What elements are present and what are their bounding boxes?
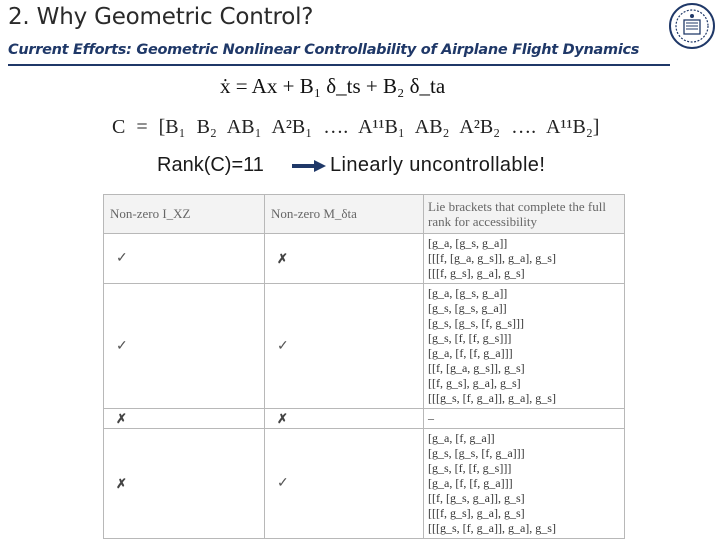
lie-bracket-item: [[[g_s, [f, g_a]], g_a], g_s] bbox=[428, 521, 556, 535]
state-equation: ẋ = Ax + B₁ δ_ts + B₂ δ_ta bbox=[220, 74, 446, 98]
cell-ixz: ✓ bbox=[104, 284, 265, 409]
conclusion-text: Linearly uncontrollable! bbox=[330, 154, 546, 176]
table-row bbox=[104, 409, 625, 429]
title-underline bbox=[8, 64, 670, 66]
table-row bbox=[104, 234, 625, 284]
lie-bracket-item: [[[g_s, [f, g_a]], g_a], g_s] bbox=[428, 391, 556, 405]
lie-bracket-item: [g_a, [f, [f, g_a]]] bbox=[428, 346, 513, 360]
lie-bracket-item: [[f, [g_s, g_a]], g_s] bbox=[428, 491, 525, 505]
lie-bracket-item: [g_s, [f, [f, g_s]]] bbox=[428, 461, 512, 475]
university-seal-icon bbox=[668, 2, 716, 50]
rank-label: Rank(C)=11 bbox=[157, 154, 264, 176]
table-row bbox=[104, 284, 625, 409]
controllability-matrix-equation: C = [B₁ B₂ AB₁ A²B₁ …. A¹¹B₁ AB₂ A²B₂ …. A¹¹B₂] bbox=[112, 116, 600, 138]
lie-bracket-table bbox=[103, 194, 625, 539]
lie-bracket-item: [g_s, [g_s, [f, g_s]]] bbox=[428, 316, 524, 330]
cell-lie-brackets bbox=[424, 409, 625, 429]
lie-bracket-item: [g_a, [f, g_a]] bbox=[428, 431, 495, 445]
header-mdelta: Non-zero M_δta bbox=[265, 195, 424, 234]
lie-bracket-item: [[f, [g_a, g_s]], g_s] bbox=[428, 361, 525, 375]
lie-bracket-item: [[[f, g_s], g_a], g_s] bbox=[428, 506, 525, 520]
cell-mdelta: ✓ bbox=[265, 284, 424, 409]
lie-bracket-item: [[[f, g_s], g_a], g_s] bbox=[428, 266, 525, 280]
lie-bracket-item: [g_s, [g_s, [f, g_a]]] bbox=[428, 446, 525, 460]
lie-bracket-item: [g_a, [g_s, g_a]] bbox=[428, 286, 508, 300]
cell-mdelta: ✗ bbox=[265, 234, 424, 284]
lie-bracket-item: [[[f, [g_a, g_s]], g_a], g_s] bbox=[428, 251, 556, 265]
lie-bracket-item: [g_a, [f, [f, g_a]]] bbox=[428, 476, 513, 490]
slide-subtitle: Current Efforts: Geometric Nonlinear Controllability of Airplane Flight Dynamics bbox=[8, 42, 640, 58]
cell-lie-brackets bbox=[424, 429, 625, 539]
lie-bracket-item: – bbox=[428, 411, 434, 425]
right-arrow-icon bbox=[292, 160, 326, 172]
lie-bracket-item: [[f, g_s], g_a], g_s] bbox=[428, 376, 521, 390]
cell-lie-brackets bbox=[424, 284, 625, 409]
table-header-row bbox=[104, 195, 625, 234]
cell-mdelta: ✗ bbox=[265, 409, 424, 429]
slide-title: 2. Why Geometric Control? bbox=[8, 4, 314, 30]
cell-ixz: ✗ bbox=[104, 429, 265, 539]
cell-ixz: ✗ bbox=[104, 409, 265, 429]
header-lie-brackets: Lie brackets that complete the full rank for accessibility bbox=[424, 195, 625, 234]
cell-ixz: ✓ bbox=[104, 234, 265, 284]
lie-bracket-item: [g_s, [f, [f, g_s]]] bbox=[428, 331, 512, 345]
lie-bracket-item: [g_s, [g_s, g_a]] bbox=[428, 301, 507, 315]
header-ixz: Non-zero I_XZ bbox=[104, 195, 265, 234]
cell-mdelta: ✓ bbox=[265, 429, 424, 539]
lie-bracket-item: [g_a, [g_s, g_a]] bbox=[428, 236, 508, 250]
cell-lie-brackets bbox=[424, 234, 625, 284]
table-row bbox=[104, 429, 625, 539]
